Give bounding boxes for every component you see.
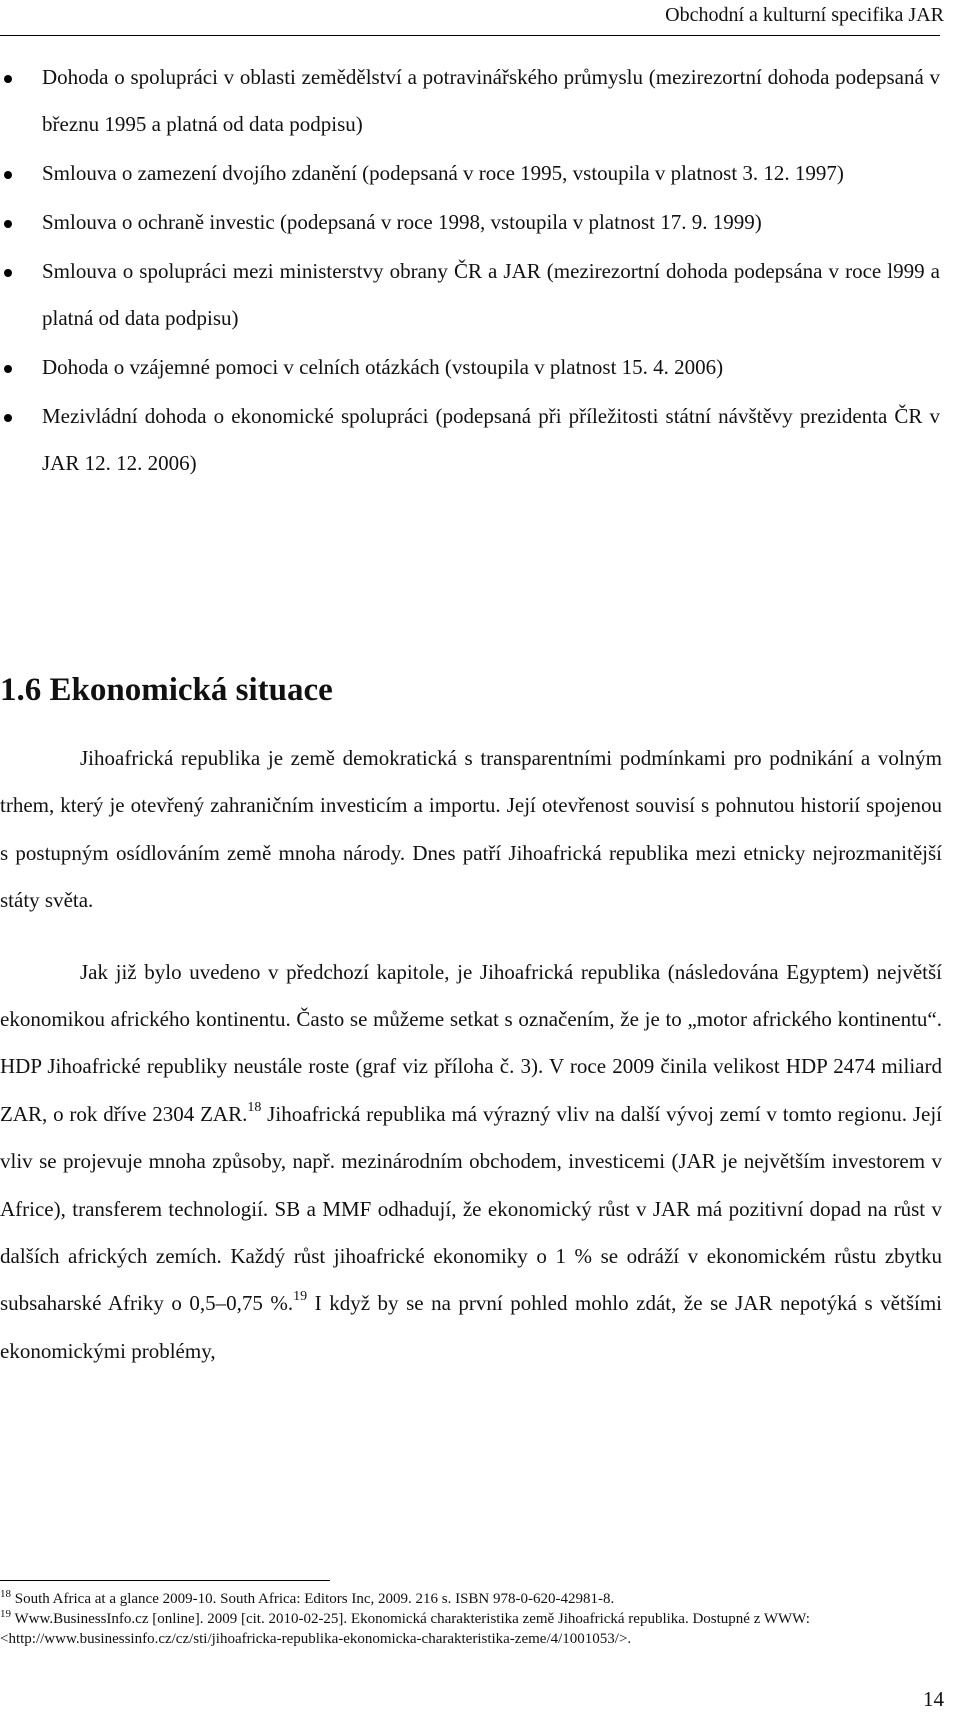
- agreements-list: [0, 54, 940, 487]
- bullet-icon: [4, 414, 12, 422]
- list-item: [0, 344, 940, 391]
- footnote: [0, 1589, 940, 1609]
- running-header: Obchodní a kulturní specifika JAR: [665, 4, 944, 26]
- bullet-icon: [4, 269, 12, 277]
- paragraph-text: I když by se na první pohled mohlo zdát, že se JAR nepotýká s většími ekonomickými problémy,: [0, 1291, 943, 1363]
- footnote-text: Www.BusinessInfo.cz [online]. 2009 [cit. 2010-02-25]. Ekonomická charakteristika země Jihoafrická republika. Dostupné z WWW: <http://www.businessinfo.cz/cz/sti/jihoafricka-republika-ekonomicka-charakteristika-zeme/4/1001053/>.: [0, 1611, 810, 1647]
- paragraph: Jihoafrická republika je země demokratická s transparentními podmínkami pro podnikání a volným trhem, který je otevřený zahraničním investicím a importu. Její otevřenost souvisí s pohnutou historií spojenou s postupným osídlováním země mnoha národy. Dnes patří Jihoafrická republika mezi etnicky nejrozmanitější státy světa.: [0, 746, 942, 913]
- footnote-text: South Africa at a glance 2009-10. South Africa: Editors Inc, 2009. 216 s. ISBN 978-0-620-42981-8.: [11, 1591, 615, 1607]
- bullet-icon: [4, 75, 12, 83]
- list-item-text: Dohoda o vzájemné pomoci v celních otázkách (vstoupila v platnost 15. 4. 2006): [42, 355, 724, 379]
- list-item-text: Mezivládní dohoda o ekonomické spolupráci (podepsaná při příležitosti státní návštěvy prezidenta ČR v JAR 12. 12. 2006): [42, 404, 940, 475]
- list-item-text: Smlouva o ochraně investic (podepsaná v roce 1998, vstoupila v platnost 17. 9. 1999): [42, 210, 762, 234]
- list-item-text: Smlouva o spolupráci mezi ministerstvy obrany ČR a JAR (mezirezortní dohoda podepsána v roce l999 a platná od data podpisu): [42, 259, 940, 330]
- section-body: [0, 735, 942, 1375]
- list-item: [0, 54, 940, 148]
- footnote-number: 19: [0, 1608, 11, 1620]
- footnote: [0, 1609, 940, 1649]
- bullet-icon: [4, 220, 12, 228]
- list-item-text: Smlouva o zamezení dvojího zdanění (podepsaná v roce 1995, vstoupila v platnost 3. 12. 1997): [42, 161, 844, 185]
- footnote-number: 18: [0, 1588, 11, 1600]
- footnote-ref[interactable]: 18: [247, 1099, 262, 1115]
- footnote-ref[interactable]: 19: [293, 1289, 308, 1305]
- paragraph-text: Jihoafrická republika má výrazný vliv na další vývoj zemí v tomto regionu. Její vliv se projevuje mnoha způsoby, např. mezinárodním obchodem, investicemi (JAR je největším investorem v Africe), transferem technologií. SB a MMF odhadují, že ekonomický růst v JAR má pozitivní dopad na růst v dalších afrických zemích. Každý růst jihoafrické ekonomiky o 1 % se odráží v ekonomickém růstu zbytku subsaharské Afriky o 0,5–0,75 %.: [0, 1101, 942, 1316]
- list-item: [0, 150, 940, 197]
- list-item: [0, 199, 940, 246]
- paragraph-text: Jak již bylo uvedeno v předchozí kapitole, je Jihoafrická republika (následována Egyptem) největší ekonomikou afrického kontinentu. Často se můžeme setkat s označením, že je to „motor afrického kontinentu“. HDP Jihoafrické republiky neustále roste (graf viz příloha č. 3). V roce 2009 činila velikost HDP 2474 miliard ZAR, o rok dříve 2304 ZAR.: [0, 959, 942, 1126]
- footnote-rule: [0, 1580, 330, 1581]
- bullet-icon: [4, 365, 12, 373]
- section-heading: 1.6 Ekonomická situace: [0, 672, 333, 708]
- header-rule: [0, 35, 940, 36]
- list-item: [0, 248, 940, 342]
- list-item-text: Dohoda o spolupráci v oblasti zemědělství a potravinářského průmyslu (mezirezortní dohoda podepsaná v březnu 1995 a platná od data podpisu): [42, 65, 940, 136]
- paragraph: [0, 949, 942, 1376]
- footnotes: [0, 1589, 940, 1649]
- bullet-icon: [4, 171, 12, 179]
- page-number: 14: [923, 1687, 944, 1711]
- list-item: [0, 393, 940, 487]
